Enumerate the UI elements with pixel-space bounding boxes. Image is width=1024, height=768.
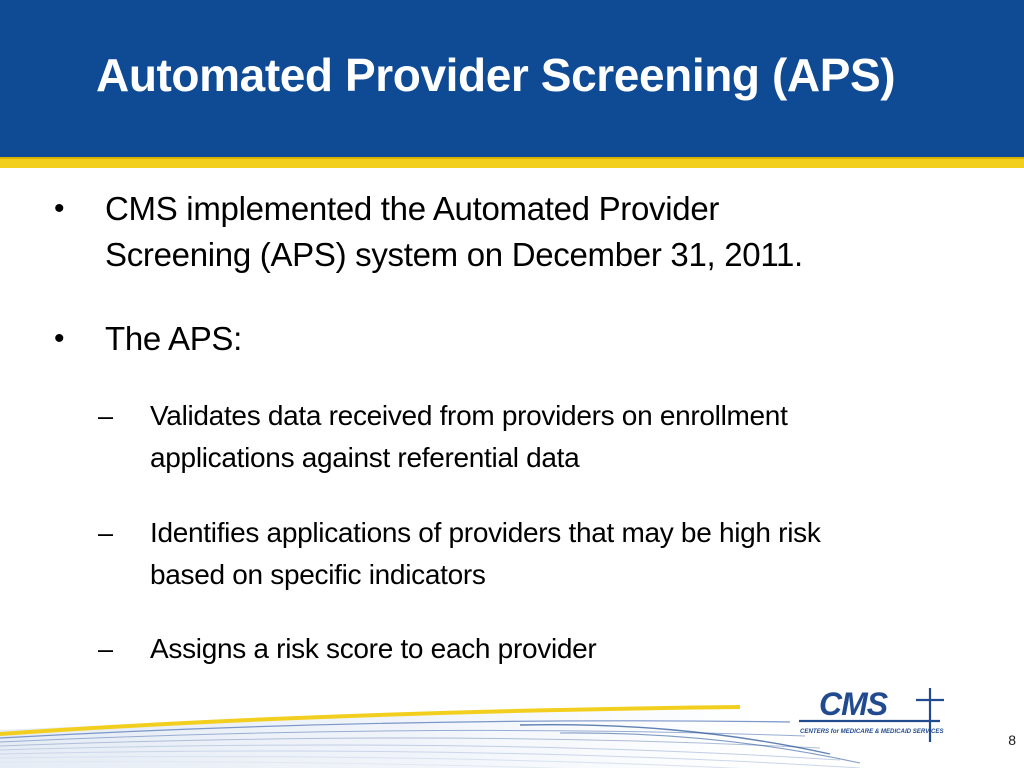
page-number: 8 (1008, 732, 1016, 748)
sub-bullet-text (150, 395, 970, 479)
sub-bullet-line: based on specific indicators (150, 559, 486, 590)
sub-bullet-dash: – (98, 634, 114, 664)
cms-logo-wordmark: CMS (819, 686, 888, 722)
bullet-line: Screening (APS) system on December 31, 2011. (105, 236, 803, 273)
sub-bullet-dash: – (98, 401, 114, 431)
sub-bullet-text (150, 628, 970, 670)
sub-bullet-text (150, 512, 970, 596)
bullet-text (105, 316, 955, 362)
slide-title: Automated Provider Screening (APS) (96, 49, 896, 101)
sub-bullet-line: Validates data received from providers on enrollment (150, 400, 788, 431)
bullet-dot: • (54, 322, 65, 355)
cms-logo-icon (800, 686, 944, 735)
bullet-line: The APS: (105, 320, 243, 357)
bullet-line: CMS implemented the Automated Provider (105, 190, 720, 227)
cms-logo-tagline: CENTERS for MEDICARE & MEDICAID SERVICES (800, 728, 944, 735)
sub-bullet-dash: – (98, 518, 114, 548)
sub-bullet-line: Identifies applications of providers that may be high risk (150, 517, 821, 548)
sub-bullet-line: Assigns a risk score to each provider (150, 633, 597, 664)
bullet-dot: • (54, 192, 65, 225)
cms-logo (788, 682, 946, 746)
bullet-text (105, 186, 955, 278)
sub-bullet-line: applications against referential data (150, 442, 580, 473)
